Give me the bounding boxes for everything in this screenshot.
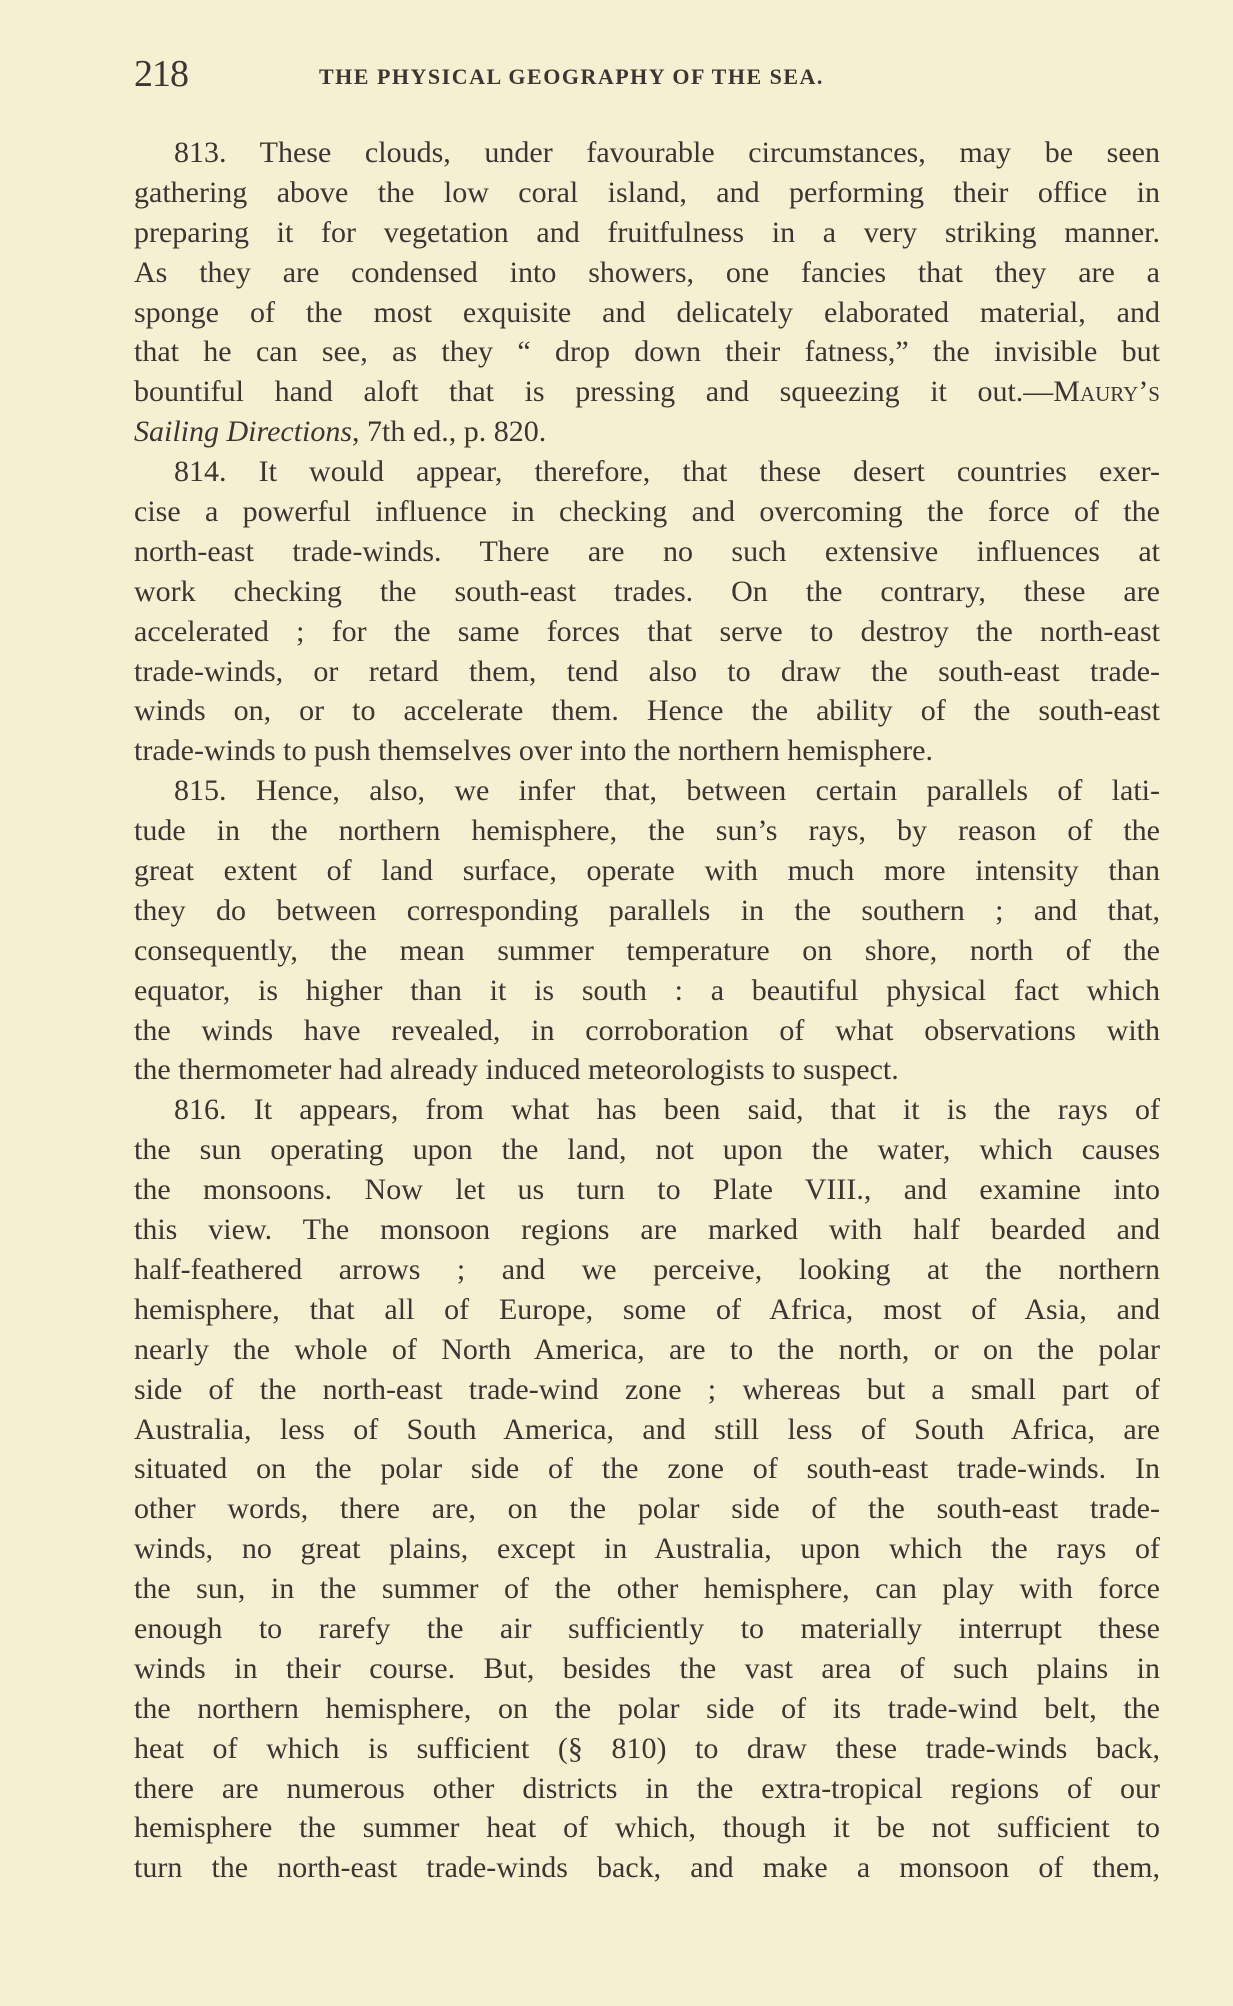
text-line: heat of which is sufficient (§ 810) to draw these trade-winds back, — [134, 1731, 1160, 1765]
italic-title: Sailing Directions — [134, 415, 353, 449]
text-line: As they are condensed into showers, one fancies that they are a — [134, 255, 1160, 289]
page-number: 218 — [134, 53, 188, 95]
running-title: THE PHYSICAL GEOGRAPHY OF THE SEA. — [319, 64, 824, 89]
text-line: 815. Hence, also, we infer that, between certain parallels of lati- — [174, 774, 1160, 808]
text-line — [134, 372, 1160, 412]
paragraph — [134, 133, 1160, 452]
paragraph — [134, 771, 1160, 1090]
text-line: work checking the south-east trades. On the contrary, these are — [134, 574, 1160, 608]
text-line: consequently, the mean summer temperature on shore, north of the — [134, 933, 1160, 967]
text-segment: bountiful hand aloft that is pressing and squeezing it out.— — [134, 375, 1054, 409]
text-line: that he can see, as they “ drop down their fatness,” the invisible but — [134, 335, 1160, 369]
paragraph — [134, 452, 1160, 771]
text-line: tude in the northern hemisphere, the sun’s rays, by reason of the — [134, 814, 1160, 848]
text-line: the sun, in the summer of the other hemisphere, can play with force — [134, 1572, 1160, 1606]
text-line: situated on the polar side of the zone of south-east trade-winds. In — [134, 1452, 1160, 1486]
text-line: turn the north-east trade-winds back, and make a monsoon of them, — [134, 1851, 1160, 1885]
text-line: 813. These clouds, under favourable circumstances, may be seen — [174, 136, 1160, 169]
text-line: gathering above the low coral island, and performing their office in — [134, 175, 1160, 209]
text-line: Australia, less of South America, and still less of South Africa, are — [134, 1412, 1160, 1446]
text-line: enough to rarefy the air sufficiently to materially interrupt these — [134, 1611, 1160, 1645]
text-line: great extent of land surface, operate with much more intensity than — [134, 854, 1160, 888]
text-line: this view. The monsoon regions are marked with half bearded and — [134, 1213, 1160, 1247]
text-line: winds in their course. But, besides the vast area of such plains in — [134, 1651, 1160, 1685]
text-line: the winds have revealed, in corroboration of what observations with — [134, 1013, 1160, 1047]
text-line: trade-winds to push themselves over into the northern hemisphere. — [134, 734, 933, 768]
page-header — [134, 52, 1160, 102]
text-line: 816. It appears, from what has been said, that it is the rays of — [174, 1093, 1160, 1127]
text-line: cise a powerful influence in checking and overcoming the force of the — [134, 495, 1160, 529]
text-line: north-east trade-winds. There are no such extensive influences at — [134, 534, 1160, 568]
text-line: half-feathered arrows ; and we perceive, looking at the northern — [134, 1252, 1160, 1286]
text-line: other words, there are, on the polar side of the south-east trade- — [134, 1492, 1160, 1526]
text-line: winds on, or to accelerate them. Hence the ability of the south-east — [134, 694, 1160, 728]
text-line: equator, is higher than it is south : a beautiful physical fact which — [134, 973, 1160, 1007]
text-line: trade-winds, or retard them, tend also to draw the south-east trade- — [134, 654, 1160, 688]
text-segment: , 7th ed., p. 820. — [352, 415, 547, 449]
text-line: winds, no great plains, except in Australia, upon which the rays of — [134, 1532, 1160, 1566]
text-line: accelerated ; for the same forces that serve to destroy the north-east — [134, 614, 1160, 648]
paragraph — [134, 1090, 1160, 1888]
page-body — [134, 133, 1160, 1888]
text-line: the northern hemisphere, on the polar side of its trade-wind belt, the — [134, 1691, 1160, 1725]
text-line: there are numerous other districts in the extra-tropical regions of our — [134, 1771, 1160, 1805]
text-line: they do between corresponding parallels in the southern ; and that, — [134, 893, 1160, 927]
author-name: Maury’s — [1053, 375, 1160, 409]
text-line: side of the north-east trade-wind zone ; whereas but a small part of — [134, 1372, 1160, 1406]
text-line: preparing it for vegetation and fruitfulness in a very striking manner. — [134, 215, 1160, 249]
text-line: the sun operating upon the land, not upon the water, which causes — [134, 1133, 1160, 1167]
text-line: hemisphere the summer heat of which, though it be not sufficient to — [134, 1811, 1160, 1845]
text-line: the thermometer had already induced meteorologists to suspect. — [134, 1053, 899, 1087]
text-line: the monsoons. Now let us turn to Plate VIII., and examine into — [134, 1173, 1160, 1207]
text-line: hemisphere, that all of Europe, some of Africa, most of Asia, and — [134, 1292, 1160, 1326]
text-line: sponge of the most exquisite and delicately elaborated material, and — [134, 295, 1160, 329]
text-line: 814. It would appear, therefore, that these desert countries exer- — [174, 455, 1160, 489]
text-line — [134, 412, 1160, 452]
text-line: nearly the whole of North America, are to the north, or on the polar — [134, 1332, 1160, 1366]
